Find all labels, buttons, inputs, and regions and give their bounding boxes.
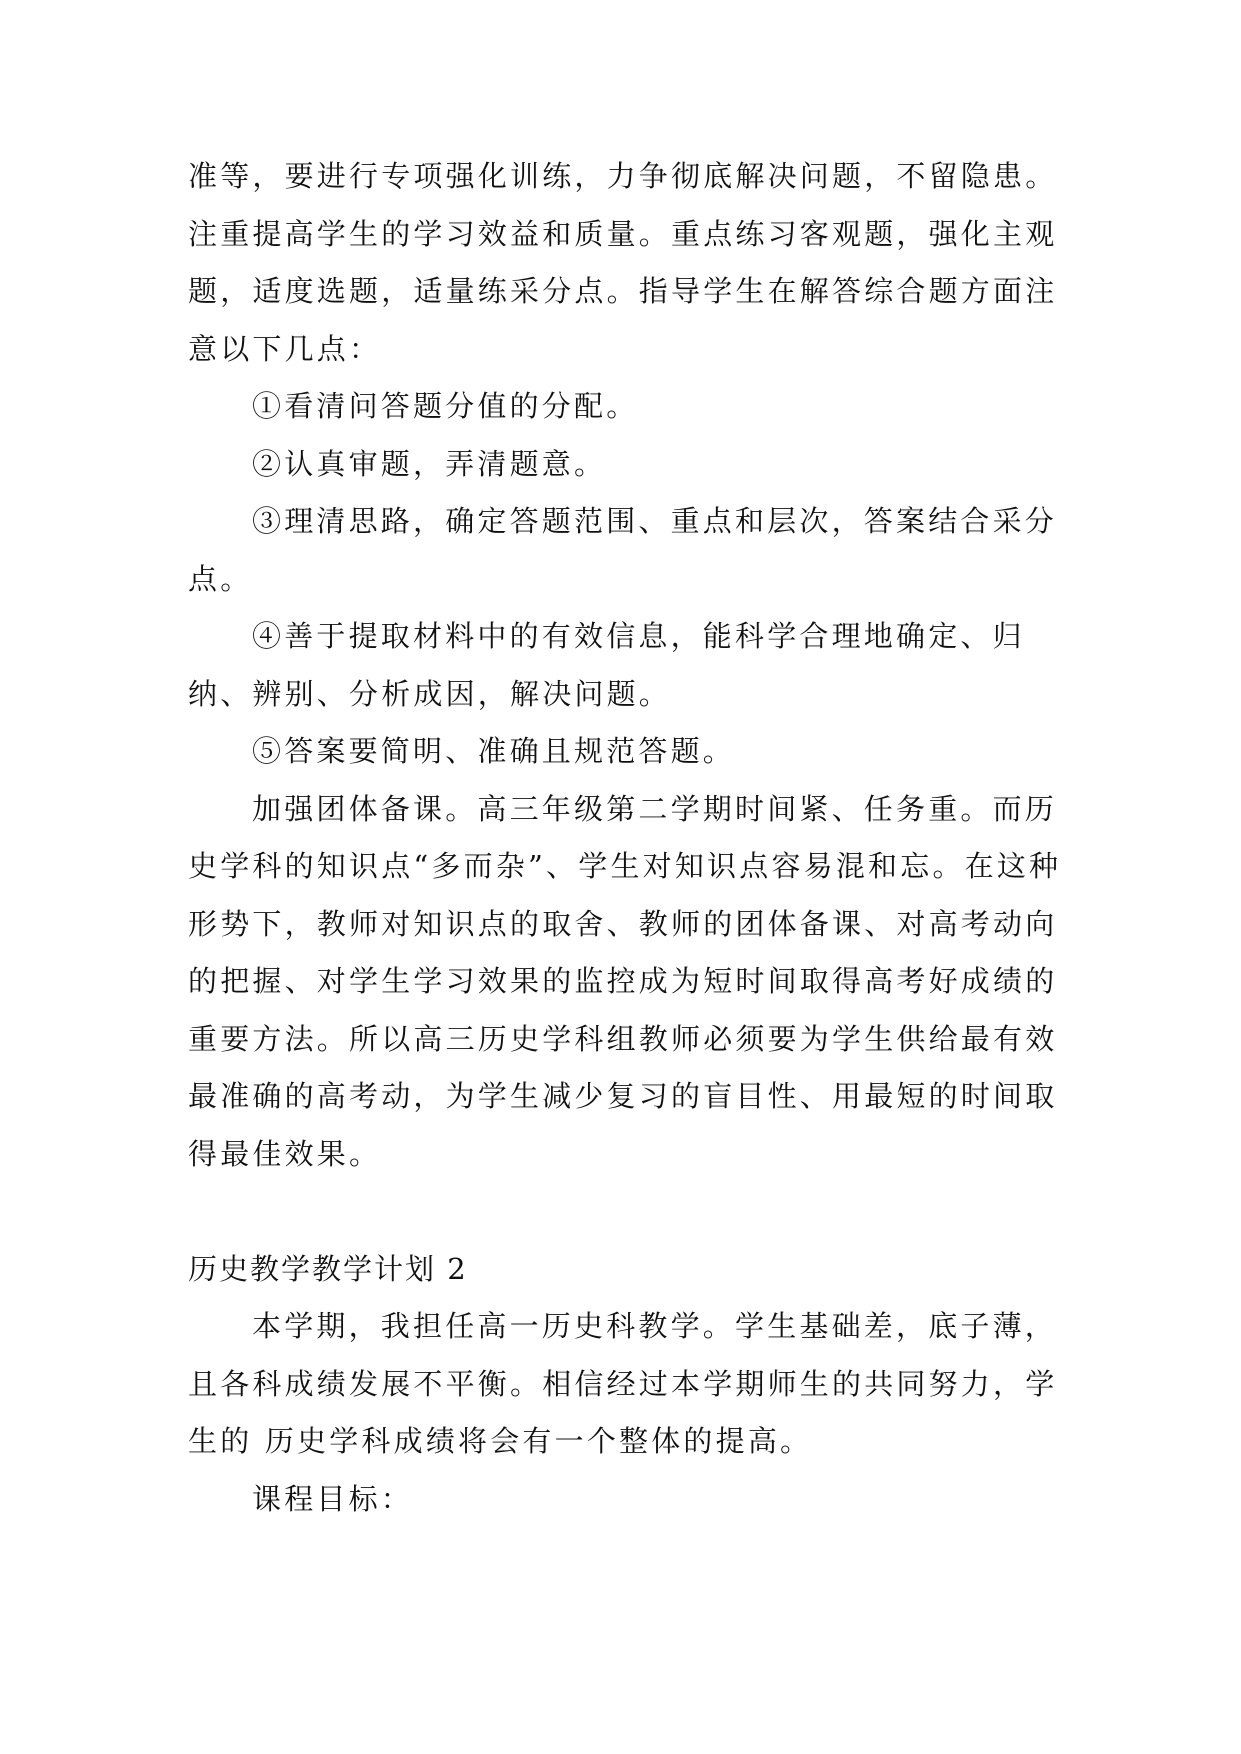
subheading-course-goals: 课程目标： <box>252 1481 414 1516</box>
list-item-point-4: ④善于提取材料中的有效信息，能科学合理地确定、归纳、辨别、分析成因，解决问题。 <box>188 619 1025 711</box>
list-item-point-3: ③理清思路，确定答题范围、重点和层次，答案结合采分点。 <box>188 504 1058 596</box>
list-item-point-2: ②认真审题，弄清题意。 <box>252 446 607 481</box>
paragraph-intro: 准等，要进行专项强化训练，力争彻底解决问题，不留隐患。注重提高学生的学习效益和质量。重点练习客观题，强化主观题，适度选题，适量练采分点。指导学生在解答综合题方面注意以下几点： <box>188 159 1058 366</box>
section-spacer <box>188 1183 1063 1241</box>
document-body <box>188 148 1063 1528</box>
list-item-point-5: ⑤答案要简明、准确且规范答题。 <box>252 734 736 768</box>
paragraph-team-preparation: 加强团体备课。高三年级第二学期时间紧、任务重。而历史学科的知识点“多而杂”、学生对知识点容易混和忘。在这种形势下，教师对知识点的取舍、教师的团体备课、对高考动向的把握、对学生学习效果的监控成为短时间取得高考好成绩的重要方法。所以高三历史学科组教师必须要为学生供给最有效最准确的高考动，为学生减少复习的盲目性、用最短的时间取得最佳效果。 <box>188 791 1062 1171</box>
paragraph-semester-intro: 本学期，我担任高一历史科教学。学生基础差，底子薄，且各科成绩发展不平衡。相信经过本学期师生的共同努力，学生的 历史学科成绩将会有一个整体的提高。 <box>188 1309 1058 1458</box>
list-item-point-1: ①看清问答题分值的分配。 <box>252 389 639 423</box>
section-title: 历史教学教学计划 2 <box>188 1251 468 1286</box>
